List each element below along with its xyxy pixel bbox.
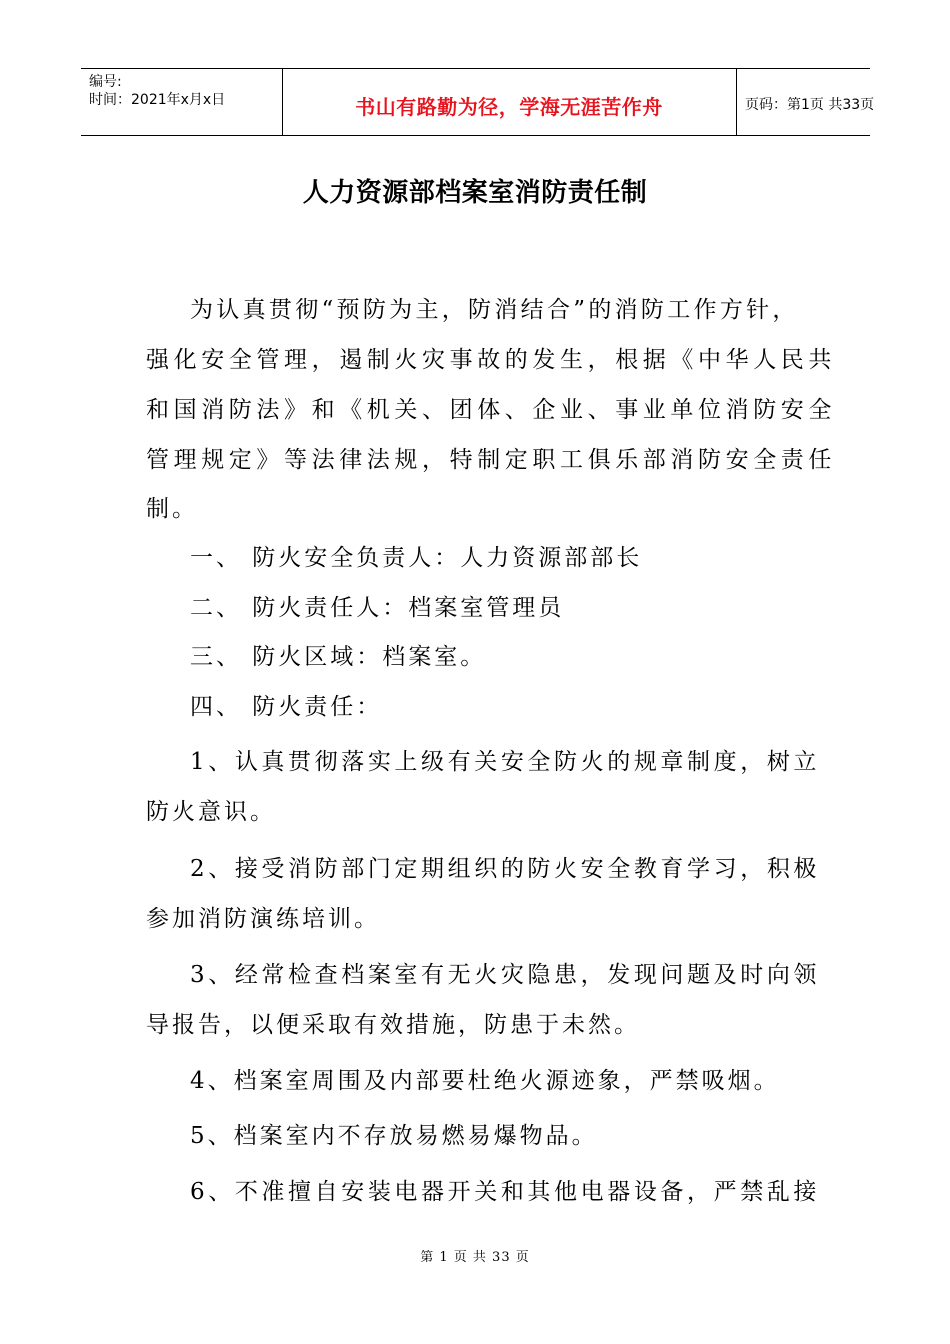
- body-line: 1、认真贯彻落实上级有关安全防火的规章制度，树立: [190, 749, 821, 775]
- body-line: 二、 防火责任人：档案室管理员: [190, 595, 565, 621]
- body-line: 参加消防演练培训。: [146, 906, 380, 932]
- document-header: [81, 68, 875, 136]
- document-title: 人力资源部档案室消防责任制: [302, 178, 648, 208]
- body-line: 四、 防火责任：: [190, 694, 383, 720]
- body-line: 防火意识。: [146, 799, 276, 825]
- body-line: 4、档案室周围及内部要杜绝火源迹象，严禁吸烟。: [190, 1068, 780, 1094]
- body-line: 强化安全管理，遏制火灾事故的发生，根据《中华人民共: [146, 347, 836, 373]
- body-line: 6、不准擅自安装电器开关和其他电器设备，严禁乱接: [190, 1179, 821, 1205]
- body-line: 为认真贯彻“预防为主，防消结合”的消防工作方针，: [190, 297, 799, 323]
- header-page-cell: [736, 69, 875, 135]
- page-footer: 第 1 页 共 33 页: [420, 1250, 530, 1265]
- header-page-info: 页码：第1页 共33页: [745, 97, 875, 113]
- header-motto-cell: [282, 69, 737, 135]
- body-line: 管理规定》等法律法规，特制定职工俱乐部消防安全责任: [146, 447, 836, 473]
- body-line: 一、 防火安全负责人：人力资源部部长: [190, 545, 643, 571]
- body-line: 和国消防法》和《机关、团体、企业、事业单位消防安全: [146, 397, 836, 423]
- body-line: 5、档案室内不存放易燃易爆物品。: [190, 1123, 598, 1149]
- body-line: 3、经常检查档案室有无火灾隐患，发现问题及时向领: [190, 962, 821, 988]
- doc-time-label: 时间：2021年x月x日: [89, 92, 226, 108]
- doc-number-label: 编号:: [89, 74, 122, 90]
- header-motto: 书山有路勤为径，学海无涯苦作舟: [355, 95, 663, 119]
- body-line: 制。: [146, 496, 198, 522]
- body-line: 导报告，以便采取有效措施，防患于未然。: [146, 1012, 640, 1038]
- header-meta-cell: [81, 69, 283, 135]
- body-line: 2、接受消防部门定期组织的防火安全教育学习，积极: [190, 856, 821, 882]
- body-line: 三、 防火区域：档案室。: [190, 644, 487, 670]
